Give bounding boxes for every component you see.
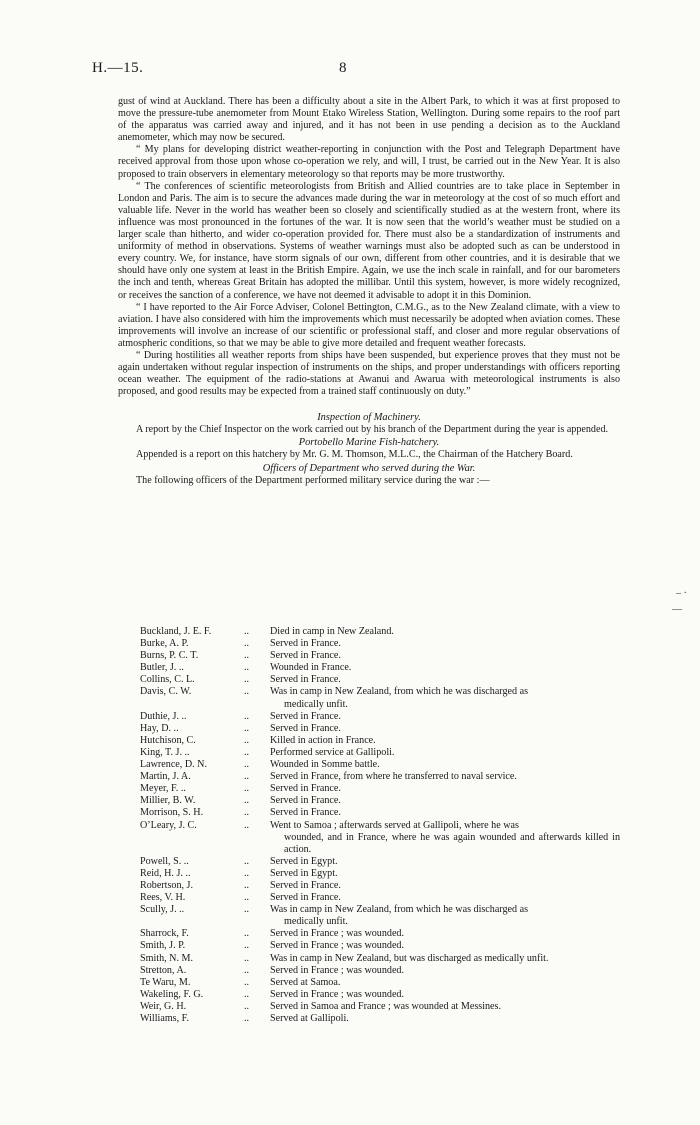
officer-name: Hutchison, C. — [140, 734, 196, 746]
officer-row — [118, 977, 620, 989]
officer-row — [118, 759, 620, 771]
officer-service-text: Died in camp in New Zealand. — [270, 626, 394, 637]
officer-row — [118, 868, 620, 880]
officer-leader-dots: .. — [244, 867, 250, 879]
officer-leader-dots: .. — [244, 734, 250, 746]
officer-name: King, T. J. .. — [140, 746, 190, 758]
officer-name: Powell, S. .. — [140, 855, 189, 867]
officer-service-note — [270, 723, 620, 735]
section-heading-machinery: Inspection of Machinery. — [317, 412, 421, 424]
officer-leader-dots: .. — [244, 638, 250, 650]
officer-name: Morrison, S. H. — [140, 807, 204, 819]
officer-service-note — [270, 868, 620, 880]
officer-name: Duthie, J. .. — [140, 710, 187, 722]
officer-row — [118, 747, 620, 759]
officer-leader-dots: .. — [244, 964, 250, 976]
officer-row — [118, 650, 620, 662]
page-number: 8 — [339, 60, 347, 76]
officer-name: Wakeling, F. G. — [140, 988, 204, 1000]
officer-leader-dots: .. — [244, 795, 250, 807]
officer-name: Meyer, F. .. — [140, 783, 186, 795]
officer-leader-dots: .. — [244, 746, 250, 758]
officer-service-text: Served in Samoa and France ; was wounded at Messines. — [270, 1000, 501, 1012]
officer-service-continuation: wounded, and in France, where he was again wounded and afterwards killed in action. — [284, 831, 620, 855]
officer-service-note — [270, 820, 620, 856]
officer-service-text: Served in France. — [270, 807, 341, 819]
paragraph: “ The conferences of scientific meteorologists from British and Allied countries are to take place in September in London and Paris. The aim is to secure the advances made during the war in meteorology at the cost of so much effort and valuable life. Never in the world has weather been so closely and scientifically studied as at the western front, where its influence was most pronounced in the fortunes of the war. It is now seen that the world’s weather must be studied on a larger scale than hitherto, and wider co-operation provided for. There must also be a standardization of instruments and uniformity of method in observations. Systems of weather warnings must also be adopted such as can be understood in every country. We, for instance, have storm signals of our own, different from other countries, and it is desirable that we should have only one system at least in the British Empire. Again, we use the inch scale in rainfall, and for our barometers the inch and tenth, whereas Great Britain has adopted the millibar. Until this system, however, is more widely recognized, or receives the sanction of a conference, we have not deemed it advisable to adopt it in this Dominion. — [118, 180, 620, 301]
paragraph: “ My plans for developing district weather-reporting in conjunction with the Post and Telegraph Department have received approval from those upon whose co-operation we rely, and will, I trust, be carried out in the New Year. It is also proposed to train observers in elementary meteorology so that reports may be more trustworthy. — [118, 144, 620, 180]
officer-row — [118, 965, 620, 977]
officer-service-note — [270, 965, 620, 977]
officer-service-text: Went to Samoa ; afterwards served at Gallipoli, where he was — [270, 819, 519, 831]
officer-service-note — [270, 1013, 620, 1025]
body-text — [118, 96, 620, 487]
paragraph-machinery: A report by the Chief Inspector on the work carried out by his branch of the Department during the year is appended. — [136, 424, 609, 436]
officer-service-text: Served in France. — [270, 638, 341, 650]
officer-leader-dots: .. — [244, 1000, 250, 1012]
officer-name: Butler, J. .. — [140, 662, 184, 674]
officer-leader-dots: .. — [244, 855, 250, 867]
officer-service-note — [270, 904, 620, 928]
officer-service-text: Was in camp in New Zealand, but was discharged as medically unfit. — [270, 952, 549, 964]
officer-name: Reid, H. J. .. — [140, 867, 191, 879]
officer-name: Millier, B. W. — [140, 795, 196, 807]
officer-row — [118, 686, 620, 710]
officer-leader-dots: .. — [244, 783, 250, 795]
officer-name: Weir, G. H. — [140, 1000, 187, 1012]
officer-service-text: Was in camp in New Zealand, from which he was discharged as — [270, 904, 528, 916]
officer-service-note — [270, 795, 620, 807]
officer-row — [118, 711, 620, 723]
officer-leader-dots: .. — [244, 771, 250, 783]
officer-service-continuation: medically unfit. — [284, 916, 348, 928]
officer-service-text: Served in France, from where he transferred to naval service. — [270, 771, 517, 783]
officer-row — [118, 892, 620, 904]
officer-service-text: Served in France. — [270, 879, 341, 891]
officer-row — [118, 904, 620, 928]
officers-list — [118, 626, 620, 1025]
officer-name: Smith, J. P. — [140, 940, 186, 952]
officer-name: Hay, D. .. — [140, 722, 179, 734]
paragraph-officers-intro: The following officers of the Department performed military service during the war :— — [136, 474, 490, 486]
officer-service-note — [270, 771, 620, 783]
officer-service-note — [270, 892, 620, 904]
officer-row — [118, 723, 620, 735]
officer-row — [118, 735, 620, 747]
officer-leader-dots: .. — [244, 710, 250, 722]
officer-name: Burns, P. C. T. — [140, 650, 199, 662]
officer-leader-dots: .. — [244, 904, 250, 916]
officer-service-note — [270, 940, 620, 952]
officer-service-note — [270, 735, 620, 747]
officer-service-text: Killed in action in France. — [270, 734, 376, 746]
officer-leader-dots: .. — [244, 650, 250, 662]
paragraph: “ During hostilities all weather reports from ships have been suspended, but experience proves that they must not be again undertaken without regular inspection of instruments on the ships, and proper understandings with officers reporting ocean weather. The equipment of the radio-stations at Awanui and Awarua with meteorological instruments is also proposed, and good results may be expected from a trained staff continuously on duty.” — [118, 349, 620, 398]
officer-leader-dots: .. — [244, 928, 250, 940]
officer-service-note — [270, 662, 620, 674]
section-heading-officers: Officers of Department who served during the War. — [262, 462, 476, 474]
officer-service-note — [270, 626, 620, 638]
officer-service-text: Served in France. — [270, 710, 341, 722]
officer-row — [118, 807, 620, 819]
officer-leader-dots: .. — [244, 976, 250, 988]
officer-service-text: Served in France ; was wounded. — [270, 964, 404, 976]
officer-service-note — [270, 989, 620, 1001]
officer-name: Lawrence, D. N. — [140, 759, 207, 771]
officer-service-note — [270, 1001, 620, 1013]
officer-leader-dots: .. — [244, 759, 250, 771]
officer-service-text: Served in France ; was wounded. — [270, 988, 404, 1000]
officer-service-note — [270, 928, 620, 940]
officer-row — [118, 795, 620, 807]
officer-service-note — [270, 674, 620, 686]
margin-mark: – · — [676, 588, 687, 599]
officer-name: O’Leary, J. C. — [140, 819, 197, 831]
officer-service-note — [270, 638, 620, 650]
officer-leader-dots: .. — [244, 952, 250, 964]
officer-row — [118, 953, 620, 965]
officer-name: Sharrock, F. — [140, 928, 189, 940]
officer-row — [118, 771, 620, 783]
officer-row — [118, 626, 620, 638]
officer-leader-dots: .. — [244, 879, 250, 891]
officer-service-note — [270, 747, 620, 759]
officer-leader-dots: .. — [244, 940, 250, 952]
officer-leader-dots: .. — [244, 1013, 250, 1024]
officer-service-text: Served in France. — [270, 795, 341, 807]
officer-name: Burke, A. P. — [140, 638, 189, 650]
officer-leader-dots: .. — [244, 686, 250, 698]
paragraph-hatchery: Appended is a report on this hatchery by Mr. G. M. Thomson, M.L.C., the Chairman of the Hatchery Board. — [136, 449, 573, 461]
paragraph: gust of wind at Auckland. There has been a difficulty about a site in the Albert Park, to which it was at first proposed to move the pressure-tube anemometer from Mount Etako Wireless Station, Wellington. During some repairs to the roof part of the apparatus was carried away and injured, and it has not been in use pending a decision as to the Auckland anemometer, which may now be secured. — [118, 96, 620, 144]
officer-service-note — [270, 759, 620, 771]
officer-leader-dots: .. — [244, 807, 250, 819]
officer-service-text: Served at Samoa. — [270, 976, 341, 988]
officer-name: Buckland, J. E. F. — [140, 626, 212, 637]
officer-service-text: Wounded in France. — [270, 662, 352, 674]
officer-row — [118, 662, 620, 674]
officer-service-text: Served at Gallipoli. — [270, 1013, 349, 1024]
officer-service-text: Performed service at Gallipoli. — [270, 746, 395, 758]
document-reference: H.—15. — [92, 60, 144, 76]
officer-row — [118, 674, 620, 686]
margin-mark: — — [672, 604, 682, 615]
officer-service-text: Wounded in Somme battle. — [270, 759, 380, 771]
officer-service-text: Served in Egypt. — [270, 867, 338, 879]
officer-service-text: Served in France. — [270, 892, 341, 904]
section-heading-hatchery: Portobello Marine Fish-hatchery. — [298, 437, 440, 449]
officer-service-note — [270, 977, 620, 989]
officer-name: Scully, J. .. — [140, 904, 185, 916]
officer-name: Collins, C. L. — [140, 674, 195, 686]
officer-service-note — [270, 880, 620, 892]
officer-leader-dots: .. — [244, 819, 250, 831]
officer-row — [118, 928, 620, 940]
officer-service-note — [270, 711, 620, 723]
officer-name: Rees, V. H. — [140, 892, 186, 904]
officer-name: Martin, J. A. — [140, 771, 191, 783]
officer-row — [118, 940, 620, 952]
officer-service-note — [270, 650, 620, 662]
page-header — [92, 60, 532, 84]
officer-leader-dots: .. — [244, 722, 250, 734]
officer-service-text: Served in France. — [270, 722, 341, 734]
officer-row — [118, 783, 620, 795]
officer-row — [118, 989, 620, 1001]
officer-name: Te Waru, M. — [140, 976, 191, 988]
officer-name: Smith, N. M. — [140, 952, 194, 964]
officer-name: Williams, F. — [140, 1013, 189, 1024]
officer-leader-dots: .. — [244, 892, 250, 904]
officer-service-text: Served in France. — [270, 674, 341, 686]
officer-row — [118, 638, 620, 650]
officer-service-continuation: medically unfit. — [284, 698, 348, 710]
paragraph: “ I have reported to the Air Force Adviser, Colonel Bettington, C.M.G., as to the New Zealand climate, with a view to aviation. I have also considered with him the improvements which must necessarily be adopted when aviation comes. These improvements will involve an increase of our scientific or professional staff, and closer and more regular observations of atmospheric conditions, so that we may be able to give more detailed and frequent weather forecasts. — [118, 301, 620, 349]
officer-name: Robertson, J. — [140, 879, 193, 891]
officer-service-text: Served in France ; was wounded. — [270, 928, 404, 940]
officer-name: Davis, C. W. — [140, 686, 192, 698]
officer-row — [118, 880, 620, 892]
officer-service-text: Served in France. — [270, 650, 341, 662]
officer-service-text: Was in camp in New Zealand, from which he was discharged as — [270, 686, 528, 698]
officer-leader-dots: .. — [244, 674, 250, 686]
officer-name: Stretton, A. — [140, 964, 187, 976]
officer-service-note — [270, 953, 620, 965]
officer-service-text: Served in France. — [270, 783, 341, 795]
officer-service-note — [270, 856, 620, 868]
officer-service-note — [270, 783, 620, 795]
officer-leader-dots: .. — [244, 988, 250, 1000]
officer-leader-dots: .. — [244, 626, 250, 637]
officer-service-text: Served in France ; was wounded. — [270, 940, 404, 952]
officer-leader-dots: .. — [244, 662, 250, 674]
officer-service-note — [270, 686, 620, 710]
officer-row — [118, 1013, 620, 1025]
officer-service-note — [270, 807, 620, 819]
officer-row — [118, 820, 620, 856]
officer-row — [118, 1001, 620, 1013]
officer-row — [118, 856, 620, 868]
officer-service-text: Served in Egypt. — [270, 855, 338, 867]
